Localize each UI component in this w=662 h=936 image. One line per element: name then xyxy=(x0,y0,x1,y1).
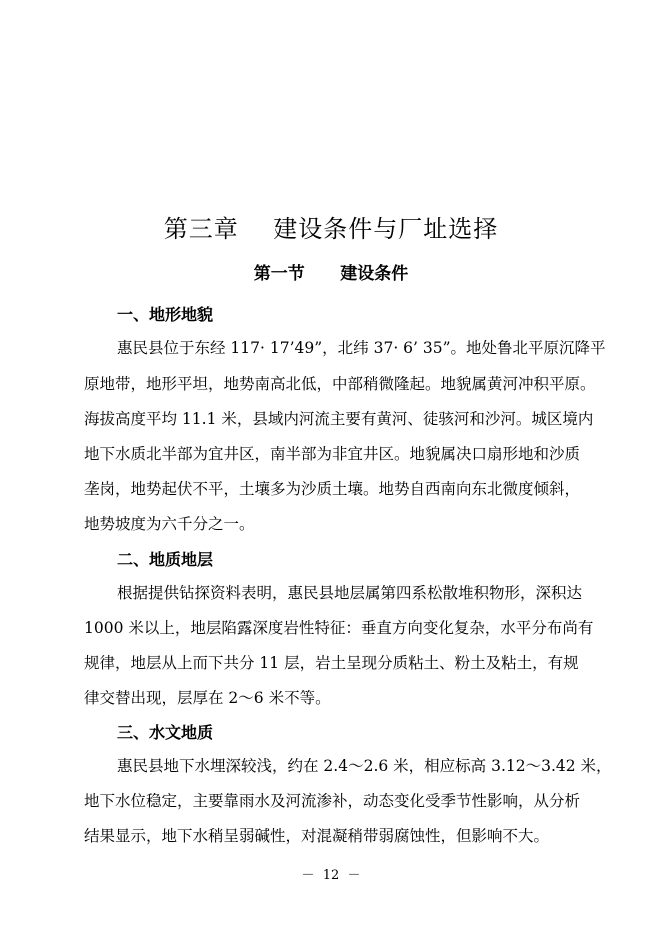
paragraph-line: 原地带，地形平坦，地势南高北低，中部稍微隆起。地貌属黄河冲积平原。 xyxy=(84,375,596,393)
paragraph-line: 惠民县地下水埋深较浅，约在 2.4～2.6 米，相应标高 3.12～3.42 米， xyxy=(117,757,612,775)
paragraph-line: 地下水位稳定，主要靠雨水及河流渗补，动态变化受季节性影响，从分析 xyxy=(84,792,581,810)
paragraph-line: 垄岗，地势起伏不平，土壤多为沙质土壤。地势自西南向东北微度倾斜， xyxy=(84,480,581,498)
section-title: 第一节 建设条件 xyxy=(253,264,409,284)
paragraph-line: 规律，地层从上而下共分 11 层，岩土呈现分质粘土、粉土及粘土，有规 xyxy=(84,654,579,672)
paragraph-line: 结果显示，地下水稍呈弱碱性，对混凝稍带弱腐蚀性，但影响不大。 xyxy=(84,827,550,845)
heading-hydrogeology: 三、水文地质 xyxy=(117,723,214,742)
paragraph-line: 地下水质北半部为宜井区，南半部为非宜井区。地貌属决口扇形地和沙质 xyxy=(84,445,581,463)
paragraph-line: 海拔高度平均 11.1 米，县域内河流主要有黄河、徒骇河和沙河。城区境内 xyxy=(84,410,594,428)
chapter-title: 第三章 建设条件与厂址选择 xyxy=(163,215,499,243)
heading-geology: 二、地质地层 xyxy=(117,550,214,569)
paragraph-line: 根据提供钻探资料表明，惠民县地层属第四系松散堆积物形，深积达 xyxy=(117,584,583,602)
paragraph-line: 惠民县位于东经 117· 17’49”，北纬 37· 6’ 35”。地处鲁北平原沉降平 xyxy=(117,339,606,357)
paragraph-line: 律交替出现，层厚在 2～6 米不等。 xyxy=(84,689,331,707)
page-number: － 12 － xyxy=(301,868,361,883)
heading-terrain: 一、地形地貌 xyxy=(117,305,214,324)
paragraph-line: 地势坡度为六千分之一。 xyxy=(84,515,255,533)
paragraph-line: 1000 米以上，地层陷露深度岩性特征：垂直方向变化复杂，水平分布尚有 xyxy=(84,619,594,637)
